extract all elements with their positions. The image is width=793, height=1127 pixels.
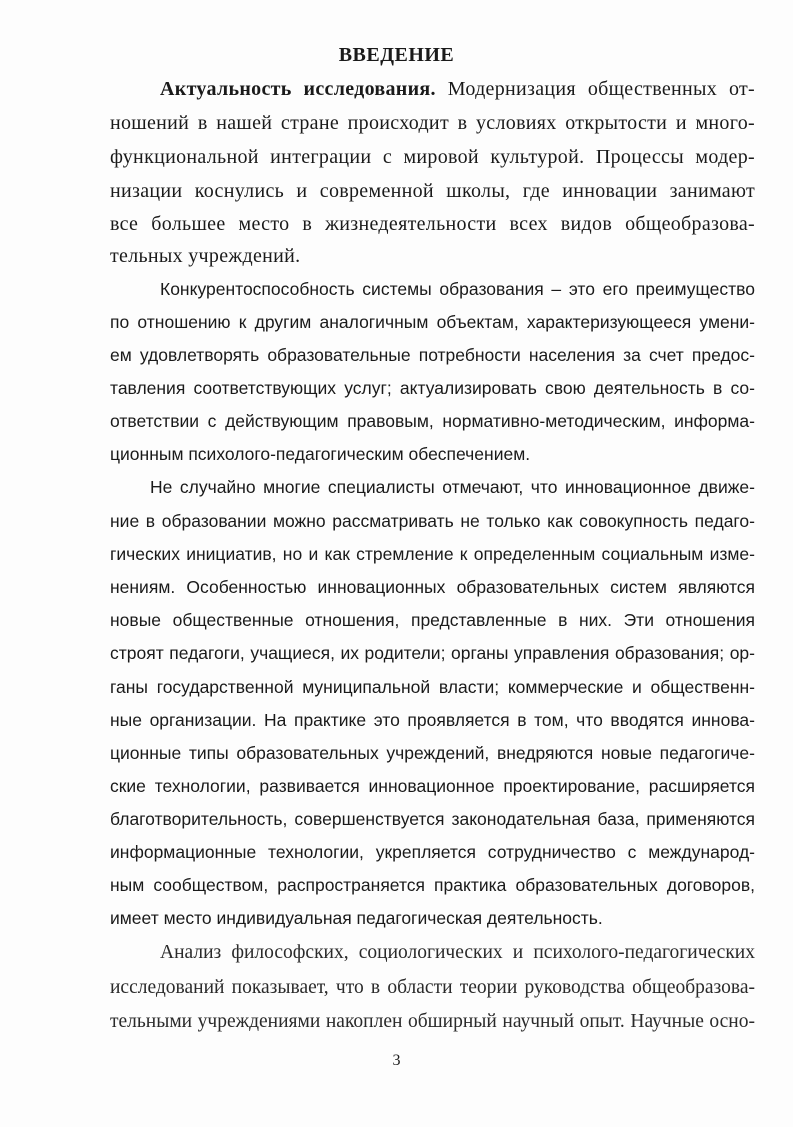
paragraph-1-lead: Актуальность исследования. xyxy=(160,78,436,100)
paragraph-3-line-9: ционные типы образовательных учреждений, внедряются новые педагогиче- xyxy=(110,743,755,763)
paragraph-3-line-12: информационные технологии, укрепляется сотрудничество с международ- xyxy=(110,842,755,862)
paragraph-3-line-2: ние в образовании можно рассматривать не только как совокупность педаго- xyxy=(110,511,755,531)
paragraph-3-line-11: благотворительность, совершенствуется законодательная база, применяются xyxy=(110,809,755,829)
paragraph-2-line-6: ционным психолого-педагогическим обеспечением. xyxy=(110,444,531,464)
paragraph-1-line-1 xyxy=(160,76,755,102)
paragraph-2-line-5: ответствии с действующим правовым, нормативно-методическим, информа- xyxy=(110,411,755,431)
paragraph-3-line-4: нениям. Особенностью инновационных образовательных систем являются xyxy=(110,577,755,597)
paragraph-3-line-13: ным сообществом, распространяется практика образовательных договоров, xyxy=(110,875,755,895)
section-title: ВВЕДЕНИЕ xyxy=(338,44,455,66)
paragraph-1-line-4: низации коснулись и современной школы, где инновации занимают xyxy=(110,180,755,202)
paragraph-1-line-5: все большее место в жизнедеятельности всех видов общеобразова- xyxy=(110,213,755,235)
paragraph-3-line-6: строят педагоги, учащиеся, их родители; органы управления образования; ор- xyxy=(110,643,755,663)
paragraph-2-line-3: ем удовлетворять образовательные потребности населения за счет предос- xyxy=(110,345,755,365)
paragraph-2-line-4: тавления соответствующих услуг; актуализировать свою деятельность в со- xyxy=(110,378,755,398)
paragraph-3-line-7: ганы государственной муниципальной власти; коммерческие и общественн- xyxy=(110,677,755,697)
paragraph-3-line-5: новые общественные отношения, представленные в них. Эти отношения xyxy=(110,610,755,630)
paragraph-4-line-3: тельными учреждениями накоплен обширный научный опыт. Научные осно- xyxy=(110,1011,755,1032)
paragraph-3-line-3: гических инициатив, но и как стремление к определенным социальным изме- xyxy=(110,544,755,564)
paragraph-4-line-1: Анализ философских, социологических и психолого-педагогических xyxy=(160,942,755,963)
paragraph-3-line-1: Не случайно многие специалисты отмечают, что инновационное движе- xyxy=(150,477,755,497)
paragraph-3-line-14: имеет место индивидуальная педагогическая деятельность. xyxy=(110,908,603,928)
paragraph-1-line-2: ношений в нашей стране происходит в условиях открытости и много- xyxy=(110,112,755,134)
paragraph-4-line-2: исследований показывает, что в области теории руководства общеобразова- xyxy=(110,977,755,998)
page-number: 3 xyxy=(392,1052,401,1069)
paragraph-1-line-6: тельных учреждений. xyxy=(110,245,301,267)
paragraph-2-line-1: Конкурентоспособность системы образования – это его преимущество xyxy=(160,279,755,299)
paragraph-3-line-8: ные организации. На практике это проявляется в том, что вводятся иннова- xyxy=(110,710,755,730)
paragraph-3-line-10: ские технологии, развивается инновационное проектирование, расширяется xyxy=(110,776,755,796)
paragraph-2-line-2: по отношению к другим аналогичным объектам, характеризующееся умени- xyxy=(110,312,755,332)
paragraph-1-line-1-rest: Модернизация общественных от- xyxy=(435,78,755,100)
paragraph-1-line-3: функциональной интеграции с мировой культурой. Процессы модер- xyxy=(110,146,755,168)
